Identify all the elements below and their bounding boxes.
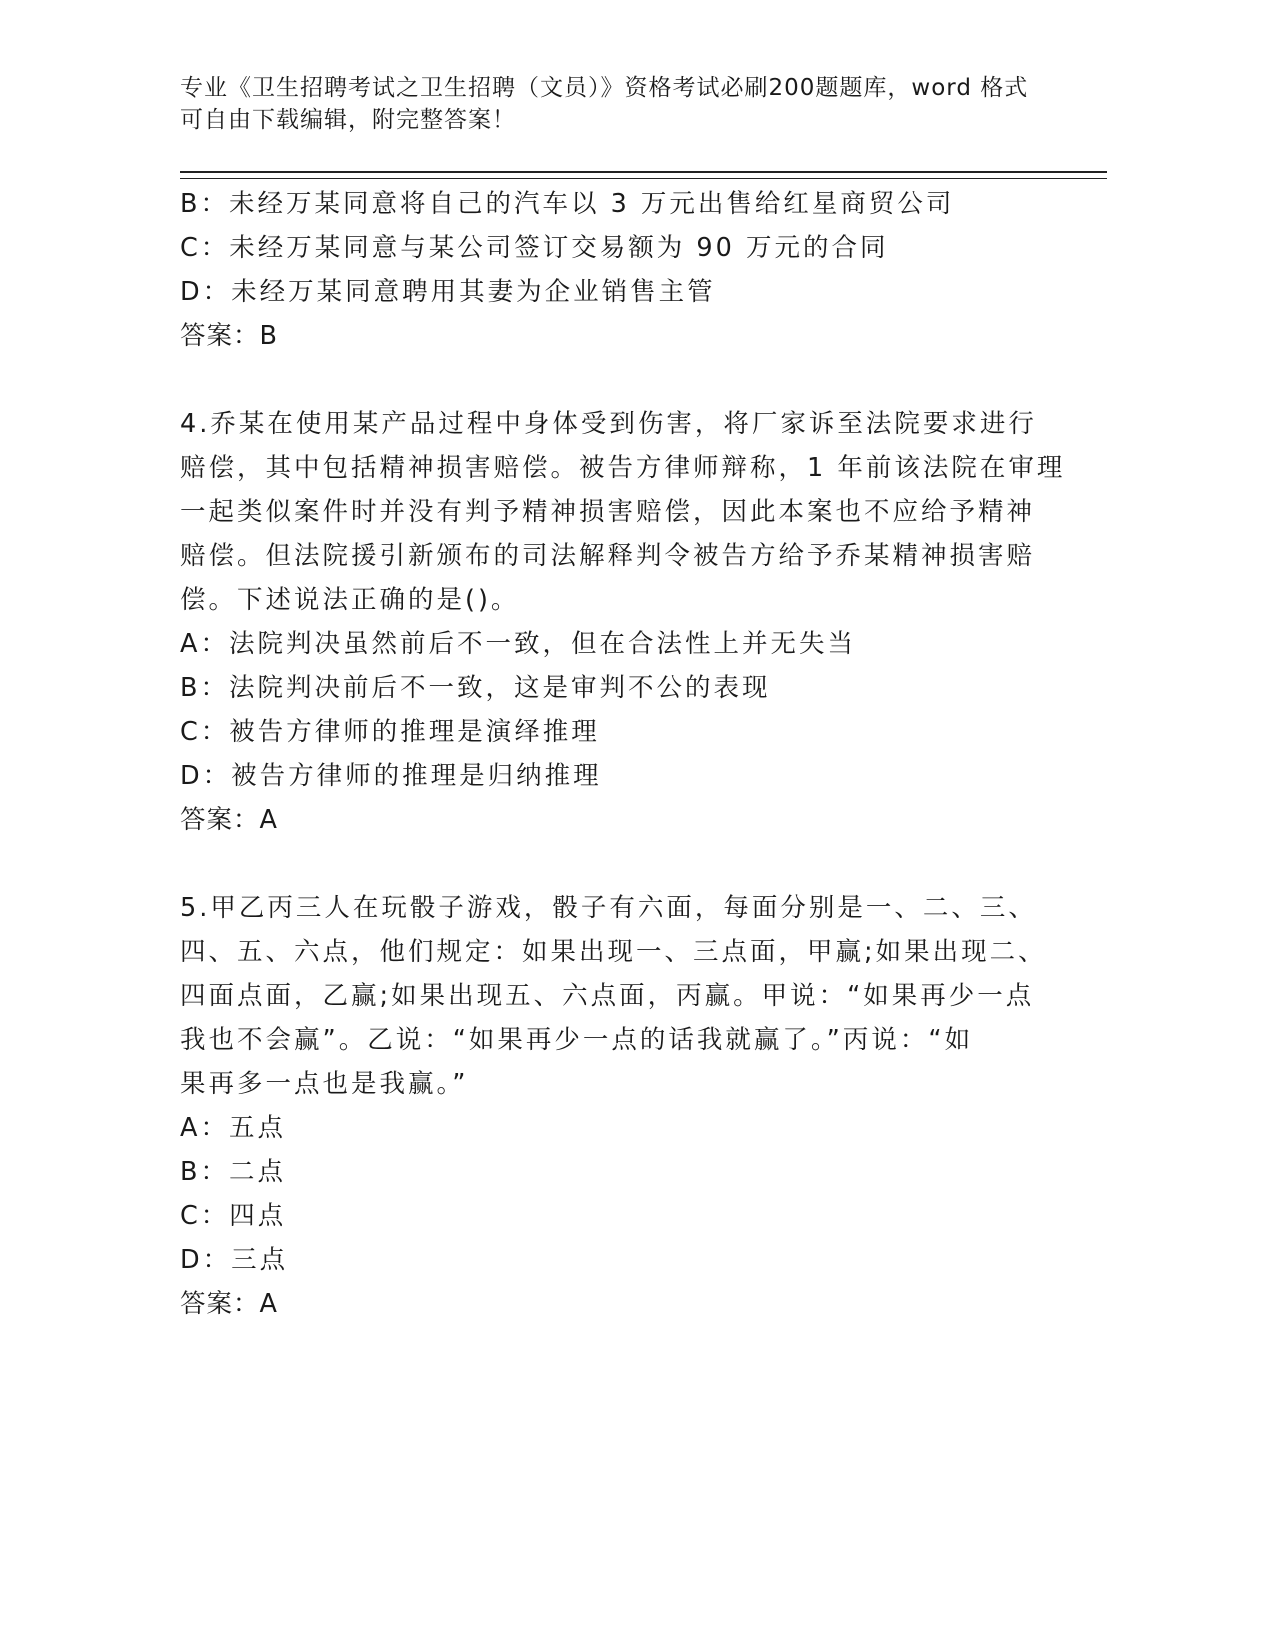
question-stem-line: 我也不会赢”。乙说：“如果再少一点的话我就赢了。”丙说：“如	[180, 1025, 974, 1055]
document-header	[180, 72, 1060, 136]
option-d: D：三点	[180, 1245, 289, 1275]
header-line: 专业《卫生招聘考试之卫生招聘（文员）》资格考试必刷200题题库，word 格式	[180, 75, 1029, 101]
question-5-block	[180, 886, 1080, 1326]
question-stem-line: 赔偿。但法院援引新颁布的司法解释判令被告方给予乔某精神损害赔	[180, 541, 1036, 571]
question-stem-line: 赔偿，其中包括精神损害赔偿。被告方律师辩称，1 年前该法院在审理	[180, 453, 1066, 483]
spacer	[180, 842, 1080, 886]
option-a: A：法院判决虽然前后不一致，但在合法性上并无失当	[180, 629, 856, 659]
option-c: C：被告方律师的推理是演绎推理	[180, 717, 600, 747]
option-d: D：未经万某同意聘用其妻为企业销售主管	[180, 277, 716, 307]
answer-line: 答案：B	[180, 321, 278, 351]
question-stem-line: 4.乔某在使用某产品过程中身体受到伤害，将厂家诉至法院要求进行	[180, 409, 1037, 439]
option-b: B：未经万某同意将自己的汽车以 3 万元出售给红星商贸公司	[180, 189, 955, 219]
question-stem-line: 四、五、六点，他们规定：如果出现一、三点面，甲赢;如果出现二、	[180, 937, 1047, 967]
question-stem-line: 5.甲乙丙三人在玩骰子游戏，骰子有六面，每面分别是一、二、三、	[180, 893, 1037, 923]
question-stem-line: 四面点面，乙赢;如果出现五、六点面，丙赢。甲说：“如果再少一点	[180, 981, 1035, 1011]
answer-line: 答案：A	[180, 805, 278, 835]
header-line: 可自由下载编辑，附完整答案！	[180, 107, 516, 133]
option-d: D：被告方律师的推理是归纳推理	[180, 761, 602, 791]
option-c: C：未经万某同意与某公司签订交易额为 90 万元的合同	[180, 233, 889, 263]
prev-question-block	[180, 182, 1080, 358]
question-stem-line: 偿。下述说法正确的是()。	[180, 585, 520, 615]
answer-line: 答案：A	[180, 1289, 278, 1319]
question-stem-line: 一起类似案件时并没有判予精神损害赔偿，因此本案也不应给予精神	[180, 497, 1036, 527]
option-b: B：二点	[180, 1157, 286, 1187]
question-content	[180, 182, 1080, 1326]
option-a: A：五点	[180, 1113, 286, 1143]
option-b: B：法院判决前后不一致，这是审判不公的表现	[180, 673, 771, 703]
header-divider-thin	[180, 178, 1107, 179]
question-stem-line: 果再多一点也是我赢。”	[180, 1069, 469, 1099]
spacer	[180, 358, 1080, 402]
option-c: C：四点	[180, 1201, 287, 1231]
header-divider	[180, 171, 1107, 173]
question-4-block	[180, 402, 1080, 842]
